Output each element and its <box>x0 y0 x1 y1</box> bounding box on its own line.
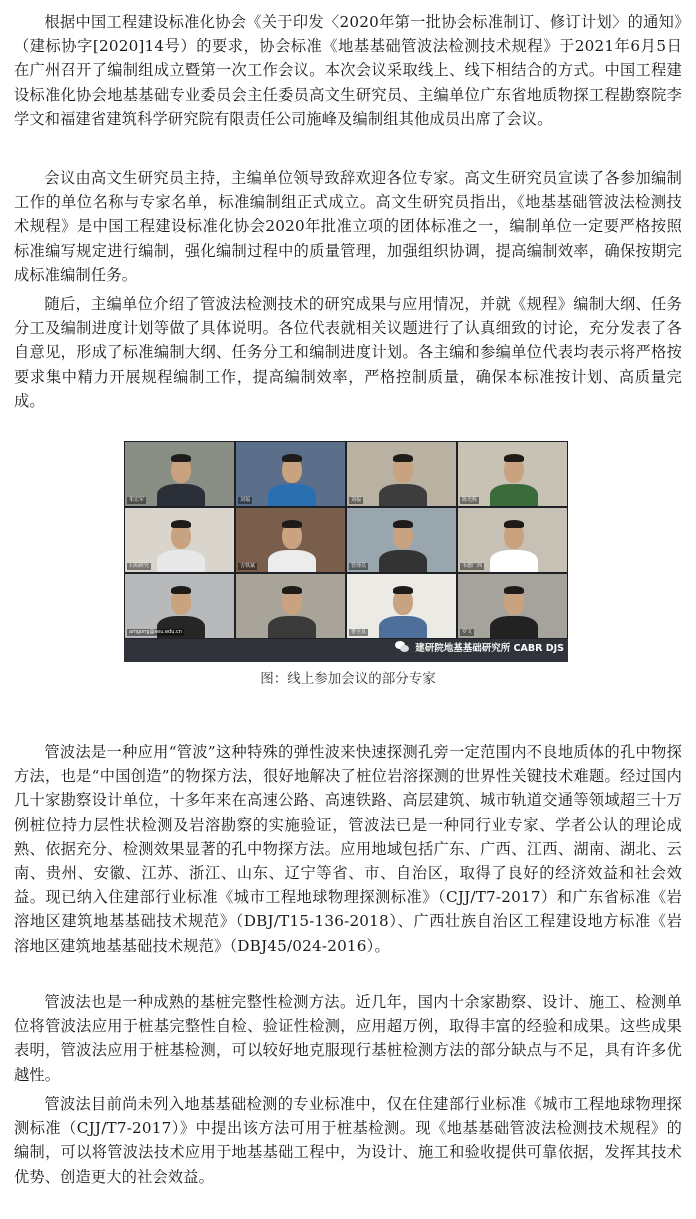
participant-body <box>157 550 205 573</box>
wechat-icon <box>395 641 409 653</box>
participant-body <box>379 550 427 573</box>
participant-tile <box>124 573 235 639</box>
participant-name-tag: 管理员 <box>351 563 367 569</box>
participant-name-tag: 曹全良 <box>351 629 367 635</box>
participant-body <box>268 484 316 507</box>
participant-body <box>268 616 316 639</box>
participant-name-tag: 朱宏军 <box>129 497 145 503</box>
participant-tile <box>457 441 568 507</box>
participant-hair <box>171 586 191 594</box>
participant-tile <box>346 573 457 639</box>
participant-name-tag: 罗文 <box>462 629 473 635</box>
meeting-host-paragraph: 会议由高文生研究员主持，主编单位领导致辞欢迎各位专家。高文生研究员宣读了各参加编制工作的单位名称与专家名单，标准编制组正式成立。高文生研究员指出，《地基基础管波法检测技术规程》是中国工程建设标准化协会2020年批准立项的团体标准之一，编制单位一定要严格按照标准编写规定进行编制，强化编制过程中的质量管理，加强组织协调，提高编制效率，确保按期完成标准编制任务。 <box>14 169 682 284</box>
participant-name-tag: 陈光辉 <box>462 497 478 503</box>
participant-tile <box>235 573 346 639</box>
participant-hair <box>282 520 302 528</box>
participant-body <box>157 484 205 507</box>
participant-hair <box>282 586 302 594</box>
participant-tile <box>124 441 235 507</box>
participant-tile <box>124 507 235 573</box>
participant-body <box>490 550 538 573</box>
participant-hair <box>504 586 524 594</box>
participant-tile <box>346 441 457 507</box>
intro-paragraph: 根据中国工程建设标准化协会《关于印发〈2020年第一批协会标准制订、修订计划〉的通知》（建标协字[2020]14号）的要求，协会标准《地基基础管波法检测技术规程》于2021年6月5日在广州召开了编制组成立暨第一次工作会议。本次会议采取线上、线下相结合的方式。中国工程建设标准化协会地基基础专业委员会主任委员高文生研究员、主编单位广东省地质物探工程勘察院李学文和福建省建筑科学研究院有限责任公司施峰及编制组其他成员出席了会议。 <box>14 13 682 128</box>
participant-hair <box>393 520 413 528</box>
participant-tile <box>346 507 457 573</box>
participant-tile <box>235 507 346 573</box>
participant-name-tag: 刘福 <box>351 497 362 503</box>
figure-caption: 图：线上参加会议的部分专家 <box>260 671 436 687</box>
participant-name-tag: 石明研究 <box>129 563 150 569</box>
participant-name-tag: amgong@seu.edu.cn <box>129 629 182 635</box>
participant-body <box>379 484 427 507</box>
participant-hair <box>393 454 413 462</box>
participant-tile <box>457 573 568 639</box>
participant-hair <box>282 454 302 462</box>
pile-testing-paragraph: 管波法也是一种成熟的基桩完整性检测方法。近几年，国内十余家勘察、设计、施工、检测单位将管波法应用于桩基完整性自检、验证性检测，应用超万例，取得丰富的经验和成果。这些成果表明，管波法应用于桩基检测，可以较好地克服现行基桩检测方法的部分缺点与不足，具有许多优越性。 <box>14 993 682 1084</box>
watermark-text: 建研院地基基础研究所 CABR DJS <box>415 643 564 654</box>
participant-name-tag: 刘福 <box>240 497 251 503</box>
participant-hair <box>504 520 524 528</box>
standard-significance-paragraph: 管波法目前尚未列入地基基础检测的专业标准中，仅在住建部行业标准《城市工程地球物理探测标准（CJJ/T7-2017）》中提出该方法可用于桩基检测。现《地基基础管波法检测技术规程》的编制，可以将管波法技术应用于地基基础工程中，为设计、施工和验收提供可靠依据，发挥其技术优势、创造更大的社会效益。 <box>14 1095 682 1186</box>
participant-name-tag: 韦德厂西 <box>462 563 483 569</box>
participant-hair <box>171 454 191 462</box>
meeting-outcome-paragraph: 随后，主编单位介绍了管波法检测技术的研究成果与应用情况，并就《规程》编制大纲、任务分工及编制进度计划等做了具体说明。各位代表就相关议题进行了认真细致的讨论，充分发表了各自意见，形成了标准编制大纲、任务分工和编制进度计划。各主编和参编单位代表均表示将严格按要求集中精力开展规程编制工作，提高编制效率，严格控制质量，确保本标准按计划、高质量完成。 <box>14 295 682 410</box>
watermark <box>395 636 564 658</box>
participant-name-tag: 吉铁斌 <box>240 563 256 569</box>
participant-body <box>268 550 316 573</box>
participant-body <box>490 484 538 507</box>
participant-hair <box>393 586 413 594</box>
video-conference-screenshot <box>124 441 568 662</box>
participant-hair <box>171 520 191 528</box>
method-description-paragraph: 管波法是一种应用“管波”这种特殊的弹性波来快速探测孔旁一定范围内不良地质体的孔中物探方法，也是“中国创造”的物探方法，很好地解决了桩位岩溶探测的世界性关键技术难题。经过国内几十家勘察设计单位，十多年来在高速公路、高速铁路、高层建筑、城市轨道交通等领域超三十万例桩位持力层性状检测及岩溶勘察的实施验证，管波法已是一种同行业专家、学者公认的理论成熟、依据充分、检测效果显著的孔中物探方法。应用地域包括广东、广西、江西、湖南、湖北、云南、贵州、安徽、江苏、浙江、山东、辽宁等省、市、自治区，取得了良好的经济效益和社会效益。现已纳入住建部行业标准《城市工程地球物理探测标准》（CJJ/T7-2017）和广东省标准《岩溶地区建筑地基基础技术规范》（DBJ/T15-136-2018）、广西壮族自治区工程建设地方标准《岩溶地区建筑地基基础技术规范》（DBJ45/024-2016）。 <box>14 743 682 955</box>
participant-hair <box>504 454 524 462</box>
participant-tile <box>235 441 346 507</box>
participant-tile <box>457 507 568 573</box>
